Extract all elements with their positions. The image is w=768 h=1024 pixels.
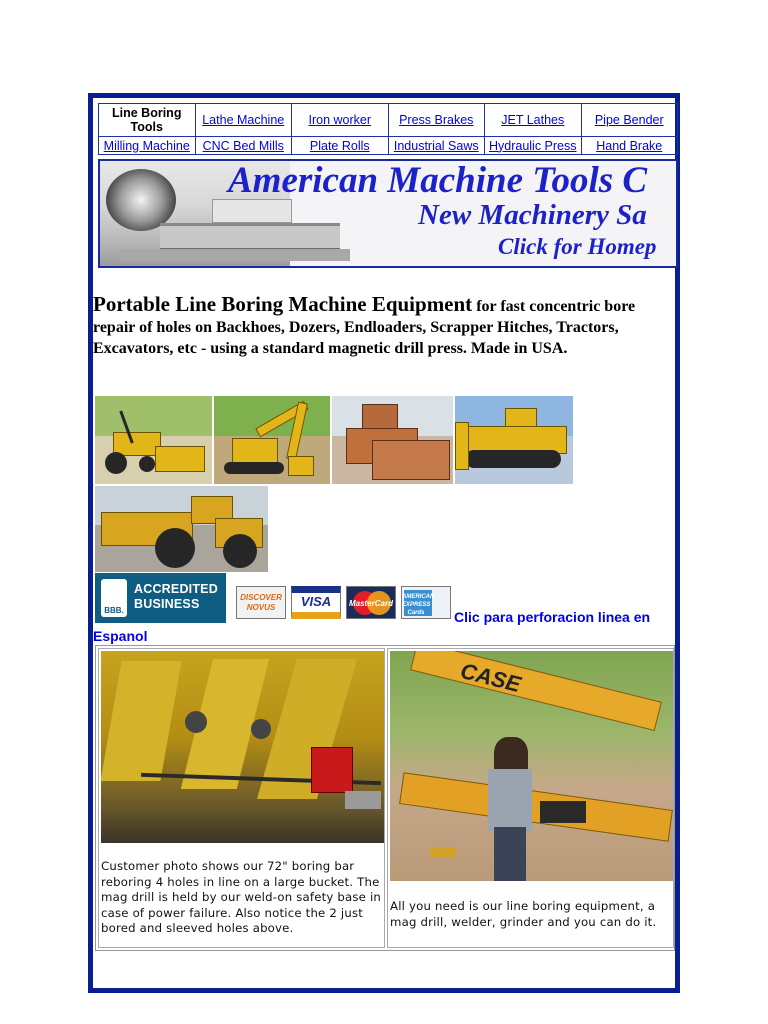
visa-card-icon: VISA	[291, 586, 341, 619]
bbb-accredited-badge[interactable]	[95, 573, 226, 623]
bbb-logo-icon: BBB.	[101, 579, 127, 617]
homepage-banner[interactable]	[98, 159, 678, 268]
excavator-arm-cell	[387, 648, 674, 948]
discover-card-icon: DISCOVER NOVUS	[236, 586, 286, 619]
banner-tagline: New Machinery Sa	[418, 199, 647, 231]
nav-cnc-bed-mills[interactable]: CNC Bed Mills	[195, 137, 292, 155]
page-title: Portable Line Boring Machine Equipment	[93, 292, 473, 316]
bulldozer-photo	[455, 396, 573, 484]
nav-iron-worker[interactable]: Iron worker	[292, 104, 389, 137]
mastercard-icon: MasterCard	[346, 586, 396, 619]
nav-industrial-saws[interactable]: Industrial Saws	[388, 137, 485, 155]
nav-table	[98, 103, 678, 155]
page-heading	[93, 294, 673, 359]
bucket-boring-photo	[101, 651, 384, 843]
nav-hydraulic-press[interactable]: Hydraulic Press	[485, 137, 582, 155]
dozer-photo	[332, 396, 453, 484]
page-subtitle: for fast concentric bore repair of holes on Backhoes, Dozers, Endloaders, Scrapper Hitches, Tractors, Excavators, etc - using a standard magnetic drill press. Made in USA.	[93, 298, 636, 357]
banner-homepage-link: Click for Homep	[498, 234, 657, 259]
left-photo-caption: Customer photo shows our 72" boring bar reboring 4 holes in line on a large bucket. The mag drill is held by our weld-on safety base in case of power failure. Also notice the 2 just bored and sleeved holes above.	[101, 859, 382, 936]
nav-plate-rolls[interactable]: Plate Rolls	[292, 137, 389, 155]
bbb-line2: BUSINESS	[134, 597, 200, 611]
excavator-photo	[214, 396, 330, 484]
backhoe-photo	[95, 396, 212, 484]
page-frame: Line Boring Tools Lathe Machine Iron worker Press Brakes JET Lathes Pipe Bender Milling Machine CNC Bed Mills Plate Rolls Industrial Saws Hydraulic Press Hand Brake American Machine Tools C New Machinery Sa Click for Homep Portable Line Boring Machine Equipment for fast concentric bore repair of holes on Backhoes, Dozers, Endloaders, Scrapper Hitches, Tractors, Excavators, etc - using a standard magnetic drill press. Made in USA. BBB. ACCREDITED BUSINESS DISCOVER NOVUS VISA MasterCard AMERICAN EXPRESS Cards Clic para perforacion linea en Espanol Customer photo shows our 72" boring bar reboring 4 holes in line on a large bucket. The mag drill is held by our weld-on safety base in case of power failure. Also notice the 2 just bored and sleeved holes above. CASE All you need is our line boring equipment, a mag drill, welder, grinder and you can do it.	[88, 93, 680, 993]
banner-company-name: American Machine Tools C	[228, 160, 648, 201]
scraper-photo	[95, 486, 268, 572]
bucket-boring-cell	[98, 648, 385, 948]
amex-card-icon: AMERICAN EXPRESS Cards	[401, 586, 451, 619]
nav-press-brakes[interactable]: Press Brakes	[388, 104, 485, 137]
nav-lathe-machine[interactable]: Lathe Machine	[195, 104, 292, 137]
right-photo-caption: All you need is our line boring equipment, a mag drill, welder, grinder and you can do it.	[390, 899, 657, 929]
nav-pipe-bender[interactable]: Pipe Bender	[581, 104, 678, 137]
case-brand-label: CASE	[458, 657, 524, 698]
nav-milling-machine[interactable]: Milling Machine	[99, 137, 196, 155]
bbb-line1: ACCREDITED	[134, 582, 218, 596]
excavator-arm-photo	[390, 651, 673, 881]
nav-line-boring-tools: Line Boring Tools	[99, 104, 196, 137]
customer-photos-table	[95, 645, 675, 951]
nav-hand-brake[interactable]: Hand Brake	[581, 137, 678, 155]
nav-jet-lathes[interactable]: JET Lathes	[485, 104, 582, 137]
